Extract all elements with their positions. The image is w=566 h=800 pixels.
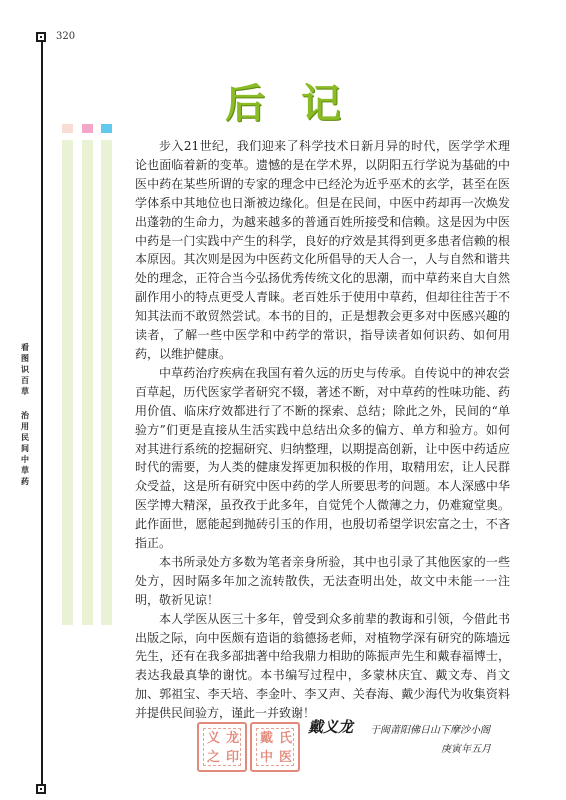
decor-stripe [101, 140, 112, 625]
paragraph: 本书所录处方多数为笔者亲身所验，其中也引录了其他医家的一些处方，因时隔多年加之流转散佚，无法查明出处，故文中未能一一注明，敬祈见谅！ [135, 554, 510, 607]
signature-place: 于闽莆阳佛日山下摩沙小阁 [370, 725, 490, 736]
seal-stamp-right: 戴 氏 中 医 [250, 722, 300, 772]
decor-square-pink [62, 124, 73, 133]
seal-stamp-left: 义 龙 之 印 [197, 722, 247, 772]
afterword-body [135, 137, 510, 723]
decor-stripe [62, 140, 73, 625]
paragraph: 步入21世纪，我们迎来了科学技术日新月异的时代，医学学术理论也面临着新的变革。遗憾的是在学术界，以阴阳五行学说为基础的中医中药在某些所谓的专家的理念中已经沦为近乎巫术的玄学，甚至在医学体系中其地位也日渐被边缘化。但是在民间，中医中药却再一次焕发出蓬勃的生命力，为越来越多的普通百姓所接受和信赖。这是因为中医中药是一门实践中产生的科学，良好的疗效是其得到更多患者信赖的根本原因。其次则是因为中医药文化所倡导的天人合一，人与自然和谐共处的理念，正符合当今弘扬优秀传统文化的思潮，而中草药来自大自然副作用小的特点更受人青睐。老百姓乐于使用中草药，但却往往苦于不知其法而不敢贸然尝试。本书的目的，正是想教会更多对中医感兴趣的读者，了解一些中医学和中药学的常识，指导读者如何识药、如何用药，以维护健康。 [135, 139, 510, 361]
frame-corner-top [36, 32, 46, 42]
side-label-book-subtitle: 治用民间中草药 [21, 410, 29, 486]
signature-date: 庚寅年五月 [441, 744, 491, 755]
page-frame-line [41, 40, 43, 785]
frame-corner-bottom [36, 784, 46, 794]
decor-square-blue [101, 124, 112, 133]
decor-stripe [82, 140, 93, 625]
signature-author: 戴义龙 [308, 718, 354, 736]
page-number: 320 [56, 31, 76, 42]
paragraph: 本人学医从医三十多年，曾受到众多前辈的教诲和引领，今借此书出版之际，向中医颇有造诣的翁德扬老师，对植物学深有研究的陈墙远先生，还有在我多部拙著中给我鼎力相助的陈振声先生和戴春福博士，表达我最真挚的谢忱。本书编写过程中，多蒙林庆宜、戴文寿、肖文加、郭祖宝、李天培、李金叶、李又声、关春海、戴少海代为收集资料并提供民间验方，谨此一并致谢！ [135, 611, 510, 721]
paragraph: 中草药治疗疾病在我国有着久远的历史与传承。自传说中的神农尝百草起，历代医家学者研究不辍，著述不断，对中草药的性味功能、药用价值、临床疗效都进行了不断的探索、总结；除此之外，民间的“单验方”们更是直接从生活实践中总结出众多的偏方、单方和验方。如何对其进行系统的挖掘研究、归纳整理，以期提高创新，让中医中药适应时代的需要，为人类的健康发挥更加积极的作用，取精用宏，让人民群众受益，这是所有研究中医中药的学人所要思考的问题。本人深感中华医学博大精深，虽孜孜于此多年，自觉凭个人微薄之力，仍难窥堂奥。此作面世，愿能起到抛砖引玉的作用，也殷切希望学识宏富之士，不吝指正。 [135, 365, 510, 551]
decor-square-rose [82, 124, 93, 133]
side-label-book-title: 看图识百草 [21, 342, 29, 396]
page-title: 后记 [225, 80, 377, 127]
